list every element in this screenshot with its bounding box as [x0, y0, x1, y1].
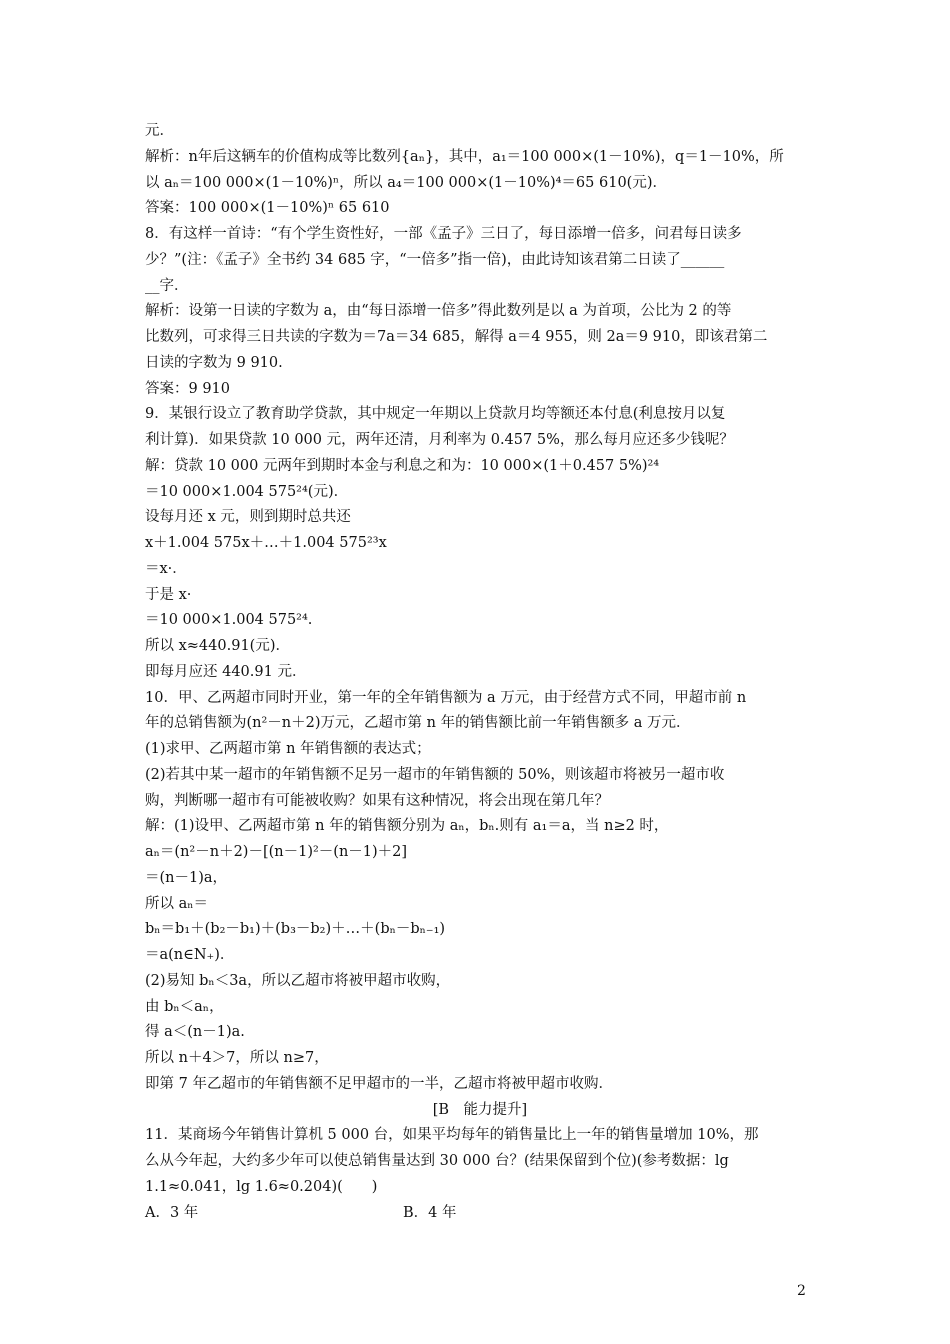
option-a: A．3 年 — [145, 1204, 199, 1221]
text-line: ＝10 000×1.004 575²⁴. — [145, 612, 313, 629]
text-line: 所以 aₙ＝ — [145, 895, 209, 912]
text-line: 由 bₙ＜aₙ， — [145, 998, 224, 1015]
question-8: 8．有这样一首诗：“有个学生资性好，一部《孟子》三日了，每日添增一倍多，问君每日读多 — [145, 226, 742, 242]
text-line: bₙ＝b₁＋(b₂－b₁)＋(b₃－b₂)＋…＋(bₙ－bₙ₋₁) — [145, 921, 446, 938]
text-line: 答案：100 000×(1－10%)ⁿ 65 610 — [145, 200, 390, 217]
text-line: (1)求甲、乙两超市第 n 年销售额的表达式； — [145, 741, 431, 757]
question-9: 9．某银行设立了教育助学贷款，其中规定一年期以上贷款月均等额还本付息(利息按月以复 — [145, 406, 726, 423]
text-line: 么从今年起，大约多少年可以使总销售量达到 30 000 台？(结果保留到个位)(参考数据：lg — [145, 1153, 729, 1169]
text-line: 以 aₙ＝100 000×(1－10%)ⁿ，所以 a₄＝100 000×(1－10%)⁴＝65 610(元)． — [145, 174, 667, 191]
text-line: __字． — [145, 277, 189, 294]
text-line: 比数列，可求得三日共读的字数为＝7a＝34 685，解得 a＝4 955，则 2a＝9 910，即该君第二 — [145, 329, 768, 345]
text-line: 利计算)．如果贷款 10 000 元，两年还清，月利率为 0.457 5%，那么每月应还多少钱呢？ — [145, 432, 734, 448]
text-line: 1.1≈0.041，lg 1.6≈0.204)( ) — [145, 1178, 378, 1195]
option-b: B．4 年 — [403, 1204, 457, 1221]
question-11: 11．某商场今年销售计算机 5 000 台，如果平均每年的销售量比上一年的销售量增加 10%，那 — [145, 1127, 759, 1144]
text-line: 即第 7 年乙超市的年销售额不足甲超市的一半，乙超市将被甲超市收购． — [145, 1075, 613, 1092]
text-line: 解：贷款 10 000 元两年到期时本金与利息之和为：10 000×(1＋0.457 5%)²⁴ — [145, 457, 660, 474]
text-line: 日读的字数为 9 910. — [145, 354, 283, 371]
text-line: 年的总销售额为(n²－n＋2)万元，乙超市第 n 年的销售额比前一年销售额多 a 万元． — [145, 715, 691, 732]
text-line: 即每月应还 440.91 元． — [145, 663, 307, 680]
text-line: 解：(1)设甲、乙两超市第 n 年的销售额分别为 aₙ，bₙ.则有 a₁＝a，当 n≥2 时， — [145, 818, 669, 835]
text-line: aₙ＝(n²－n＋2)－[(n－1)²－(n－1)＋2] — [145, 844, 408, 860]
text-line: ＝(n－1)a， — [145, 869, 228, 886]
text-line: 所以 x≈440.91(元)． — [145, 638, 290, 654]
text-line: 设每月还 x 元，则到期时总共还 — [145, 509, 351, 526]
text-line: 少？”(注：《孟子》全书约 34 685 字，“一倍多”指一倍)，由此诗知该君第二日读了______ — [145, 251, 725, 268]
question-10: 10．甲、乙两超市同时开业，第一年的全年销售额为 a 万元，由于经营方式不同，甲超市前 n — [145, 689, 747, 706]
text-line: x＋1.004 575x＋…＋1.004 575²³x — [145, 535, 387, 551]
text-line: 答案：9 910 — [145, 380, 231, 397]
text-line: 得 a＜(n－1)a. — [145, 1024, 245, 1041]
text-line: 于是 x· — [145, 586, 192, 603]
text-line: 解析：n年后这辆车的价值构成等比数列{aₙ}，其中，a₁＝100 000×(1－10%)，q＝1－10%，所 — [145, 148, 784, 165]
text-line: (2)易知 bₙ＜3a，所以乙超市将被甲超市收购， — [145, 972, 451, 989]
text-line: 购，判断哪一超市有可能被收购？如果有这种情况，将会出现在第几年？ — [145, 792, 609, 809]
page-content — [145, 119, 815, 1226]
text-line: 元． — [145, 123, 174, 139]
page-number: 2 — [797, 1283, 806, 1299]
section-heading: [B 能力提升] — [432, 1101, 528, 1118]
options-row — [145, 1201, 815, 1227]
text-line: ＝a(n∈N₊)． — [145, 947, 235, 963]
text-line: (2)若其中某一超市的年销售额不足另一超市的年销售额的 50%，则该超市将被另一超市收 — [145, 766, 725, 783]
text-line: ＝10 000×1.004 575²⁴(元)． — [145, 483, 349, 500]
text-line: 解析：设第一日读的字数为 a，由“每日添增一倍多”得此数列是以 a 为首项，公比为 2 的等 — [145, 303, 732, 320]
text-line: 所以 n＋4＞7，所以 n≥7， — [145, 1050, 329, 1066]
text-line: ＝x·． — [145, 560, 187, 577]
